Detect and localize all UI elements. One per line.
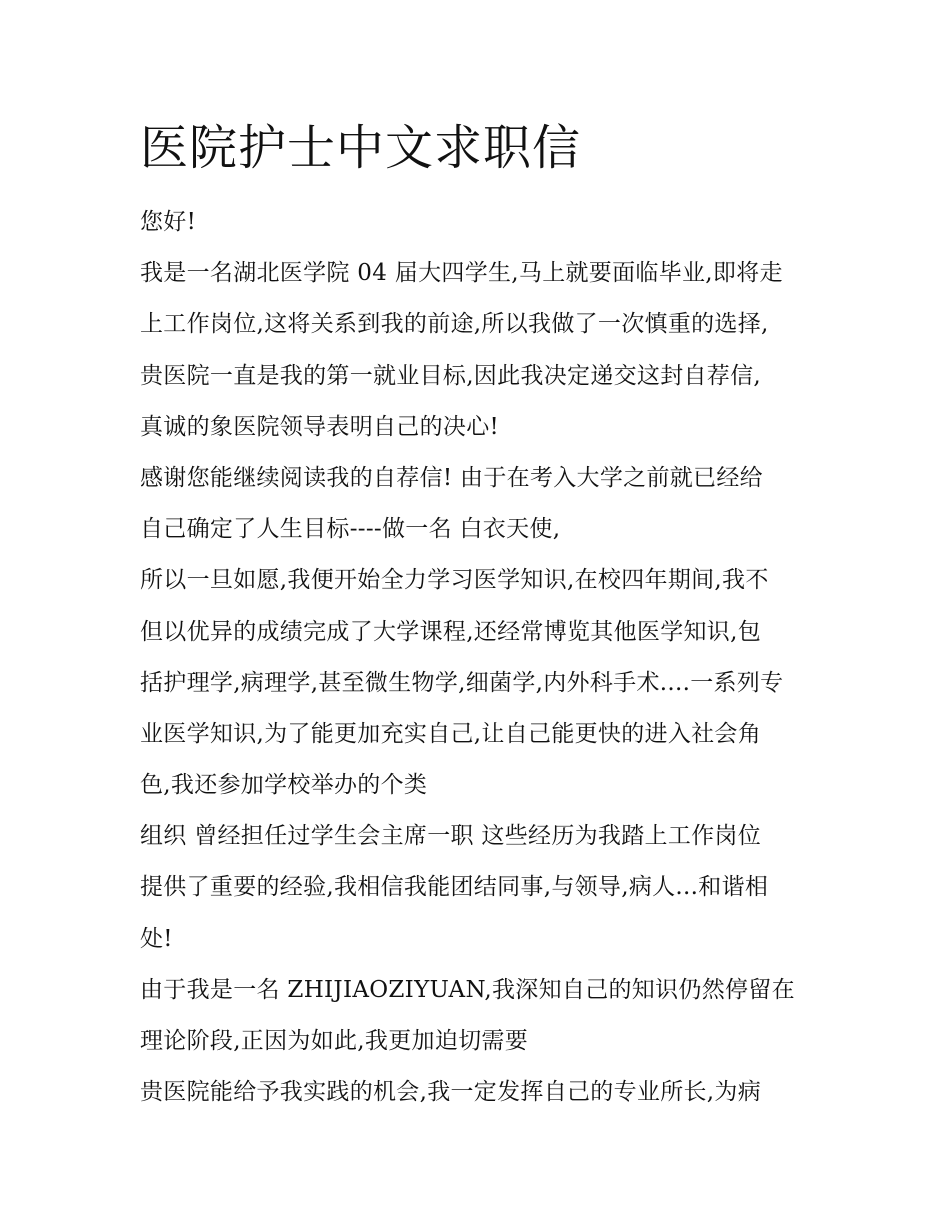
- letter-line: 贵医院能给予我实践的机会,我一定发挥自己的专业所长,为病: [140, 1079, 762, 1106]
- letter-line: 自己确定了人生目标----做一名 白衣天使,: [140, 516, 561, 543]
- letter-line: 您好!: [140, 209, 197, 235]
- letter-line: 理论阶段,正因为如此,我更加迫切需要: [140, 1028, 529, 1054]
- letter-line: 业医学知识,为了能更加充实自己,让自己能更快的进入社会角: [140, 720, 762, 747]
- letter-line: 色,我还参加学校举办的个类: [140, 772, 428, 799]
- letter-body: [140, 197, 820, 1118]
- letter-line: 所以一旦如愿,我便开始全力学习医学知识,在校四年期间,我不: [140, 567, 769, 594]
- letter-line: 真诚的象医院领导表明自己的决心!: [140, 413, 500, 440]
- letter-line: 组织 曾经担任过学生会主席一职 这些经历为我踏上工作岗位: [140, 823, 762, 850]
- letter-line: 我是一名湖北医学院 04 届大四学生,马上就要面临毕业,即将走: [140, 260, 783, 287]
- letter-line: 由于我是一名 ZHIJIAOZIYUAN,我深知自己的知识仍然停留在: [140, 976, 795, 1003]
- letter-line: 括护理学,病理学,甚至微生物学,细菌学,内外科手术....一系列专: [140, 669, 784, 696]
- letter-line: 但以优异的成绩完成了大学课程,还经常博览其他医学知识,包: [140, 618, 762, 645]
- letter-line: 提供了重要的经验,我相信我能团结同事,与领导,病人...和谐相: [140, 874, 769, 901]
- letter-line: 上工作岗位,这将关系到我的前途,所以我做了一次慎重的选择,: [140, 311, 769, 338]
- document-title: 医院护士中文求职信: [140, 120, 582, 176]
- letter-line: 贵医院一直是我的第一就业目标,因此我决定递交这封自荐信,: [140, 362, 762, 389]
- letter-line: 感谢您能继续阅读我的自荐信! 由于在考入大学之前就已经给: [140, 464, 763, 491]
- letter-line: 处!: [140, 925, 173, 952]
